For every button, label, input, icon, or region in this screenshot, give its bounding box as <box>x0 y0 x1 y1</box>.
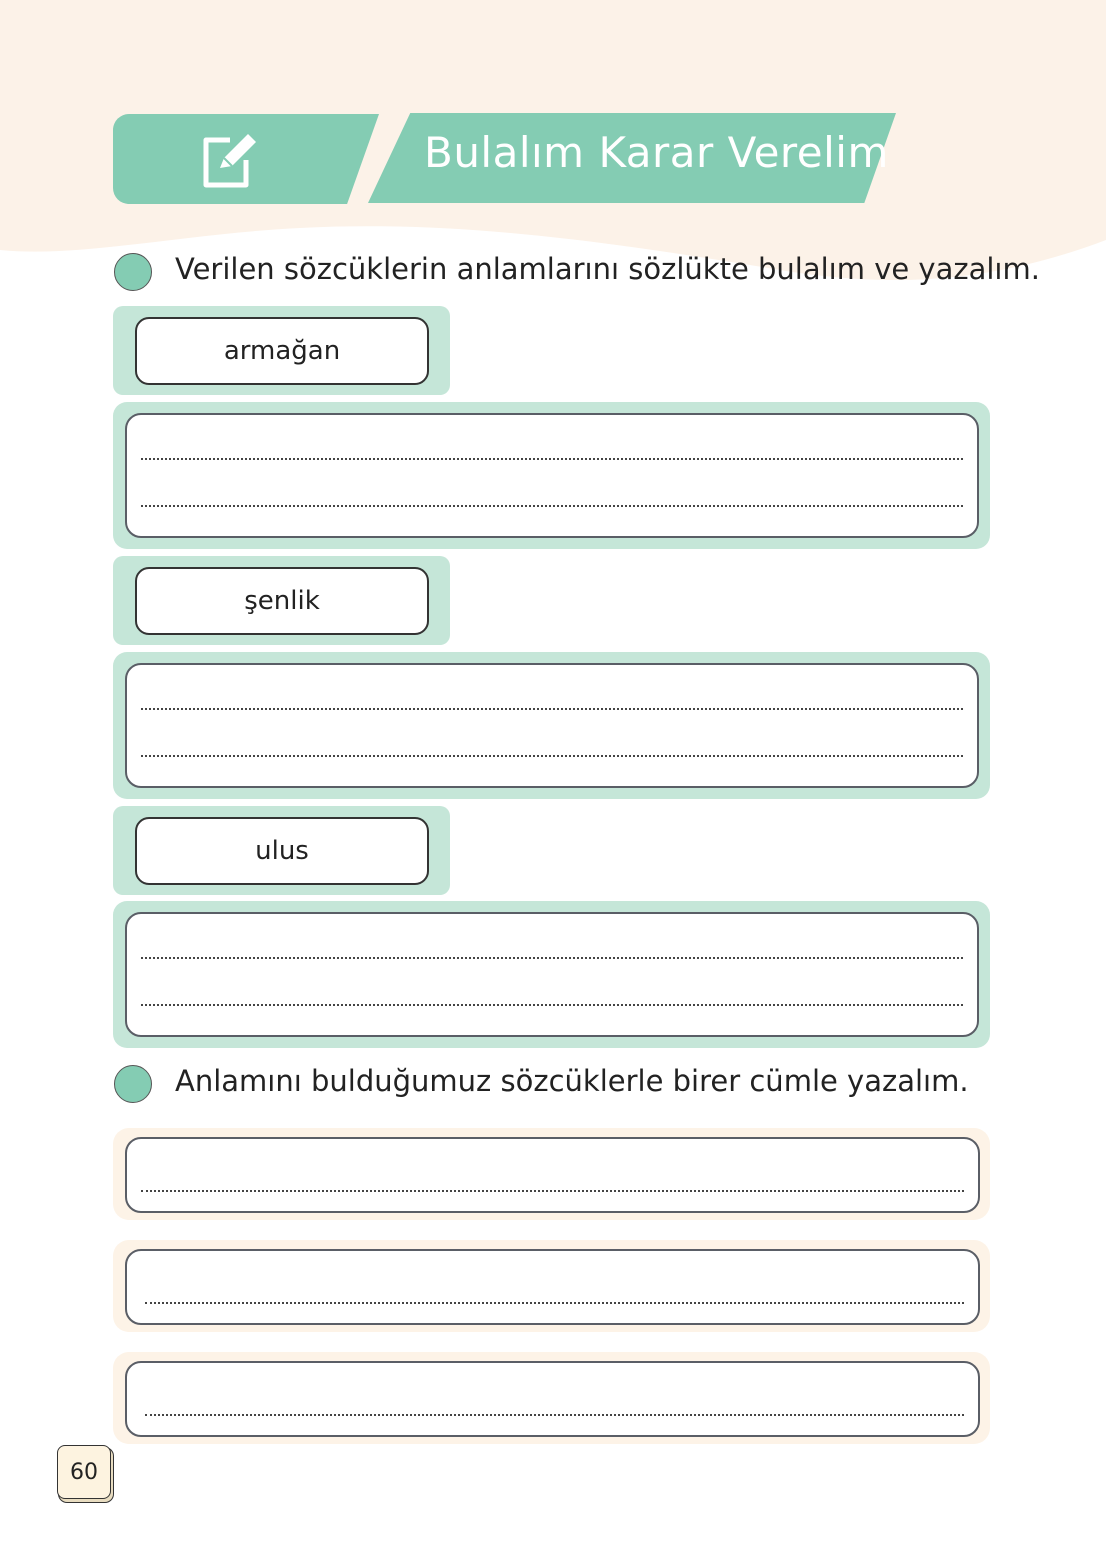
sentence-box <box>113 1128 990 1220</box>
meaning-input[interactable] <box>125 663 979 788</box>
meaning-answer-box <box>113 901 990 1048</box>
bullet-icon <box>114 253 152 291</box>
page-number: 60 <box>57 1445 111 1499</box>
dotted-line <box>141 458 963 460</box>
dotted-line <box>141 1190 964 1192</box>
dotted-line <box>141 505 963 507</box>
dotted-line <box>141 755 963 757</box>
sentence-input[interactable] <box>125 1249 980 1325</box>
bullet-icon <box>114 1065 152 1103</box>
dotted-line <box>141 1004 963 1006</box>
word-card <box>113 806 450 895</box>
dotted-line <box>145 1414 964 1416</box>
sentence-box <box>113 1240 990 1332</box>
dotted-line <box>145 1302 964 1304</box>
instruction-1: Verilen sözcüklerin anlamlarını sözlükte bulalım ve yazalım. <box>175 252 1040 286</box>
meaning-input[interactable] <box>125 912 979 1037</box>
dotted-line <box>141 708 963 710</box>
instruction-2: Anlamını bulduğumuz sözcüklerle birer cümle yazalım. <box>175 1064 969 1098</box>
word-card <box>113 306 450 395</box>
sentence-input[interactable] <box>125 1137 980 1213</box>
dotted-line <box>141 957 963 959</box>
sentence-box <box>113 1352 990 1444</box>
word-card <box>113 556 450 645</box>
page-title: Bulalım Karar Verelim <box>424 128 889 177</box>
meaning-answer-box <box>113 652 990 799</box>
meaning-input[interactable] <box>125 413 979 538</box>
meaning-answer-box <box>113 402 990 549</box>
edit-note-icon <box>200 130 260 190</box>
sentence-input[interactable] <box>125 1361 980 1437</box>
word-label: ulus <box>135 817 429 885</box>
word-label: armağan <box>135 317 429 385</box>
word-label: şenlik <box>135 567 429 635</box>
